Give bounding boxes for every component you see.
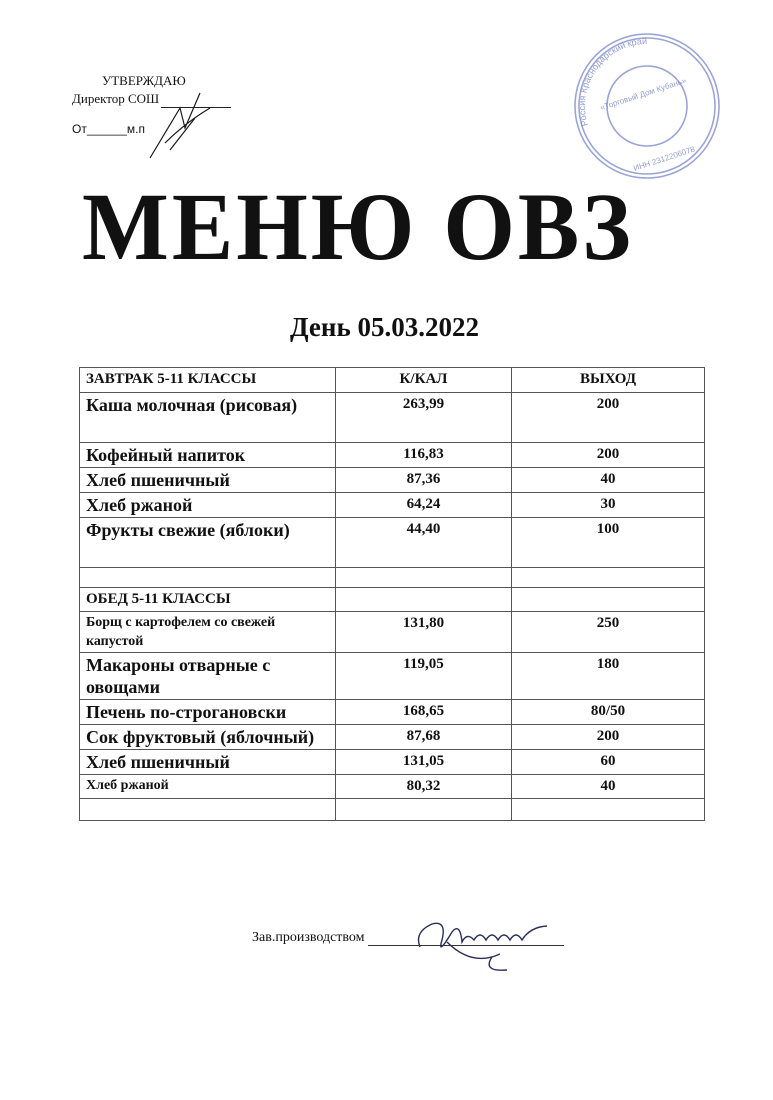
approval-title: УТВЕРЖДАЮ <box>102 73 186 88</box>
dish-name: Хлеб пшеничный <box>80 750 336 775</box>
table-row <box>80 493 705 518</box>
director-signature <box>140 88 220 168</box>
dish-name: Борщ с картофелем со свежей капустой <box>80 612 336 653</box>
dish-name: Макароны отварные с овощами <box>80 653 336 700</box>
footer-position-label: Зав.производством <box>252 930 365 945</box>
production-head-signature <box>412 912 562 977</box>
dish-kcal: 116,83 <box>336 443 512 468</box>
dish-kcal: 44,40 <box>336 518 512 568</box>
stamp-text-inn: ИНН 2312206078 <box>632 144 696 173</box>
dish-name: Хлеб пшеничный <box>80 468 336 493</box>
header-meal: ЗАВТРАК 5-11 КЛАССЫ <box>80 368 336 393</box>
dish-output: 40 <box>512 775 705 799</box>
dish-kcal: 131,05 <box>336 750 512 775</box>
table-row <box>80 393 705 443</box>
dish-name: Хлеб ржаной <box>80 493 336 518</box>
dish-output: 180 <box>512 653 705 700</box>
dish-output: 200 <box>512 443 705 468</box>
company-stamp <box>562 26 732 186</box>
dish-output: 200 <box>512 725 705 750</box>
dish-name: Кофейный напиток <box>80 443 336 468</box>
table-row <box>80 700 705 725</box>
approval-seal-label: м.п <box>126 122 145 136</box>
header-output: ВЫХОД <box>512 368 705 393</box>
dish-name: Печень по-строгановски <box>80 700 336 725</box>
table-row <box>80 653 705 700</box>
dish-kcal: 80,32 <box>336 775 512 799</box>
dish-name: Каша молочная (рисовая) <box>80 393 336 443</box>
dish-kcal: 87,68 <box>336 725 512 750</box>
table-row <box>80 750 705 775</box>
table-row <box>80 775 705 799</box>
dish-output: 40 <box>512 468 705 493</box>
approval-from-line: От______м.п <box>72 122 145 136</box>
dish-kcal: 119,05 <box>336 653 512 700</box>
dish-output: 100 <box>512 518 705 568</box>
dish-kcal: 263,99 <box>336 393 512 443</box>
menu-date: День 05.03.2022 <box>290 312 479 342</box>
dish-output: 200 <box>512 393 705 443</box>
dish-output: 80/50 <box>512 700 705 725</box>
table-row <box>80 725 705 750</box>
lunch-title: ОБЕД 5-11 КЛАССЫ <box>80 588 336 612</box>
dish-name: Сок фруктовый (яблочный) <box>80 725 336 750</box>
page-title: МЕНЮ ОВЗ <box>82 172 634 280</box>
dish-kcal: 131,80 <box>336 612 512 653</box>
table-row <box>80 518 705 568</box>
approval-from-label: От <box>72 122 87 136</box>
table-row <box>80 468 705 493</box>
empty-row <box>80 799 705 821</box>
header-kcal: К/КАЛ <box>336 368 512 393</box>
dish-output: 30 <box>512 493 705 518</box>
table-row <box>80 612 705 653</box>
approval-position: Директор СОШ <box>72 91 160 106</box>
stamp-text-outer: Россия Краснодарский край <box>576 35 648 128</box>
table-row <box>80 443 705 468</box>
dish-kcal: 87,36 <box>336 468 512 493</box>
table-header-row <box>80 368 705 393</box>
dish-kcal: 64,24 <box>336 493 512 518</box>
dish-name: Хлеб ржаной <box>80 775 336 799</box>
dish-kcal: 168,65 <box>336 700 512 725</box>
dish-name: Фрукты свежие (яблоки) <box>80 518 336 568</box>
section-row <box>80 588 705 612</box>
dish-output: 250 <box>512 612 705 653</box>
menu-table <box>79 367 705 821</box>
stamp-text-center: «Торговый Дом Кубань» <box>599 75 688 113</box>
svg-text:Россия Краснодарский край <box>562 33 667 128</box>
dish-output: 60 <box>512 750 705 775</box>
empty-row <box>80 568 705 588</box>
